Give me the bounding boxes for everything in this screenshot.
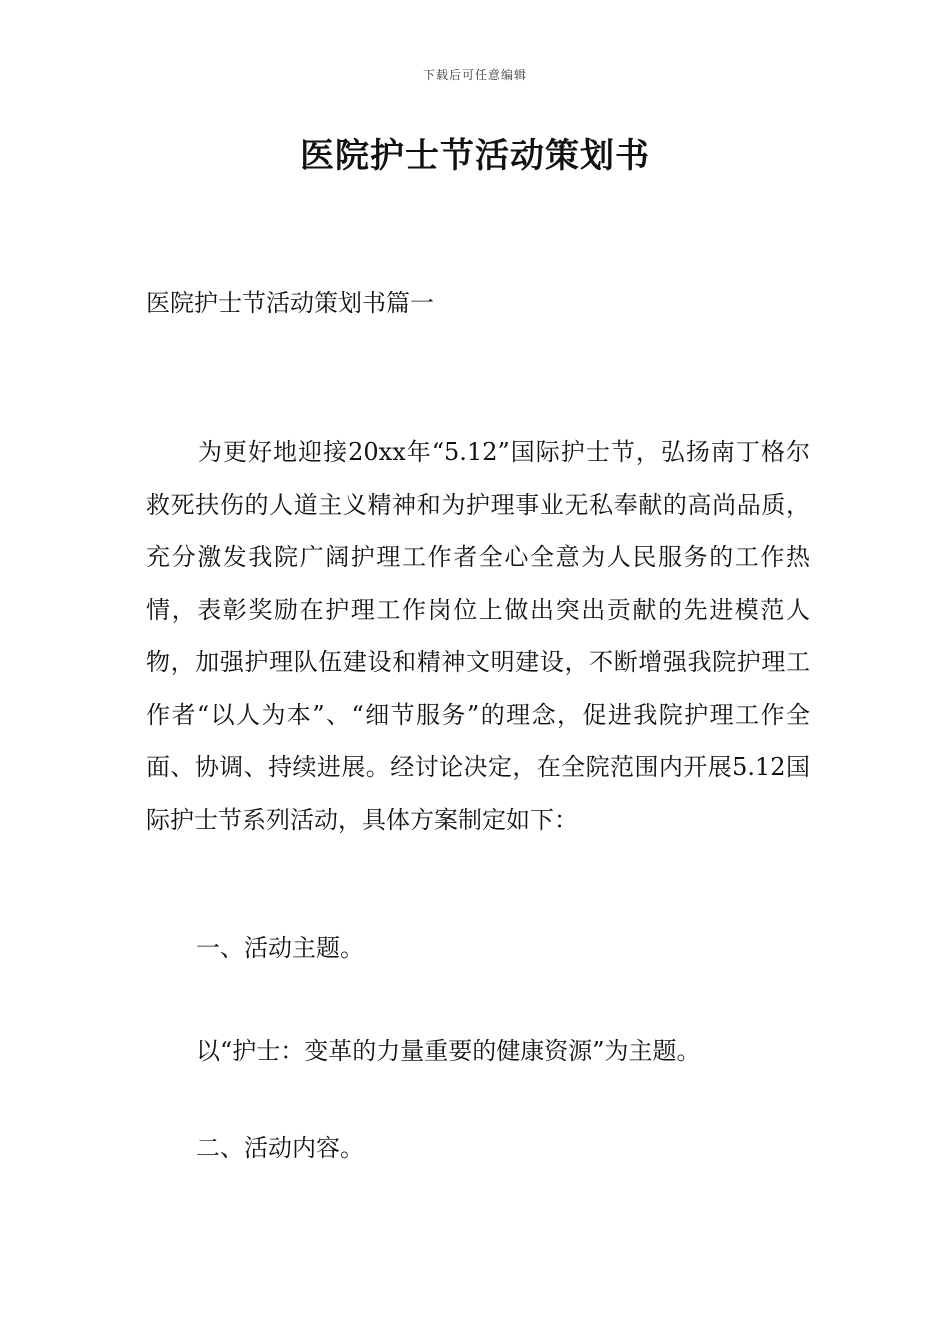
section-heading-content: 二、活动内容。 (196, 1134, 364, 1162)
document-title: 医院护士节活动策划书 (300, 136, 650, 176)
section-text-theme: 以“护士：变革的力量重要的健康资源”为主题。 (196, 1037, 701, 1065)
section-heading-theme: 一、活动主题。 (196, 934, 364, 962)
document-subtitle: 医院护士节活动策划书篇一 (146, 289, 434, 317)
intro-paragraph: 为更好地迎接20xx年“5.12”国际护士节，弘扬南丁格尔救死扶伤的人道主义精神和为护理事业无私奉献的高尚品质，充分激发我院广阔护理工作者全心全意为人民服务的工作热情，表彰奖励在护理工作岗位上做出突出贡献的先进模范人物，加强护理队伍建设和精神文明建设，不断增强我院护理工作者“以人为本”、“细节服务”的理念，促进我院护理工作全面、协调、持续进展。经讨论决定，在全院范围内开展5.12国际护士节系列活动，具体方案制定如下： (146, 438, 810, 834)
header-note: 下载后可任意编辑 (422, 68, 527, 82)
